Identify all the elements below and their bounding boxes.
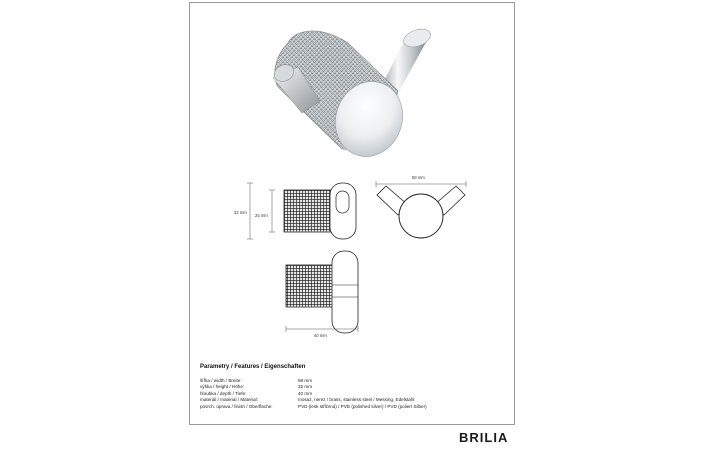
- param-label: materiál / material / Material:: [200, 397, 258, 403]
- param-value: PVD (lesk stříbrná) / PVD (polished silver) / PVD (poliert Silber): [298, 403, 427, 409]
- param-value: 40 mm: [298, 390, 313, 396]
- top-view-drawing: [286, 251, 358, 333]
- depth-dimension: 40 mm: [314, 333, 327, 338]
- side-view-drawing: [247, 183, 356, 239]
- brand-logo: BRILIA: [459, 430, 509, 445]
- height-inner-dimension: 25 mm: [255, 213, 268, 218]
- product-sheet: [189, 2, 515, 425]
- height-outer-dimension: 32 mm: [234, 210, 247, 215]
- parameters-section: [200, 364, 500, 410]
- param-label: hloubka / depth / Tiefe:: [200, 390, 247, 396]
- param-value: 58 mm: [298, 378, 313, 383]
- param-label: šířka / width / Breite:: [200, 378, 242, 383]
- param-label: výška / height / Höhe:: [200, 384, 245, 390]
- param-value: mosaz, nerez / brass, stainless steel / Messing, Edelstahl: [298, 397, 415, 403]
- param-label: povrch. úprava / finish / Oberfläche:: [200, 403, 273, 409]
- param-row-finish: [200, 404, 500, 410]
- parameters-title: Parametry / Features / Eigenschaften: [200, 364, 306, 370]
- technical-drawings: [190, 3, 516, 353]
- front-view-drawing: [376, 181, 466, 238]
- width-dimension: 58 mm: [412, 175, 425, 180]
- param-value: 32 mm: [298, 384, 313, 390]
